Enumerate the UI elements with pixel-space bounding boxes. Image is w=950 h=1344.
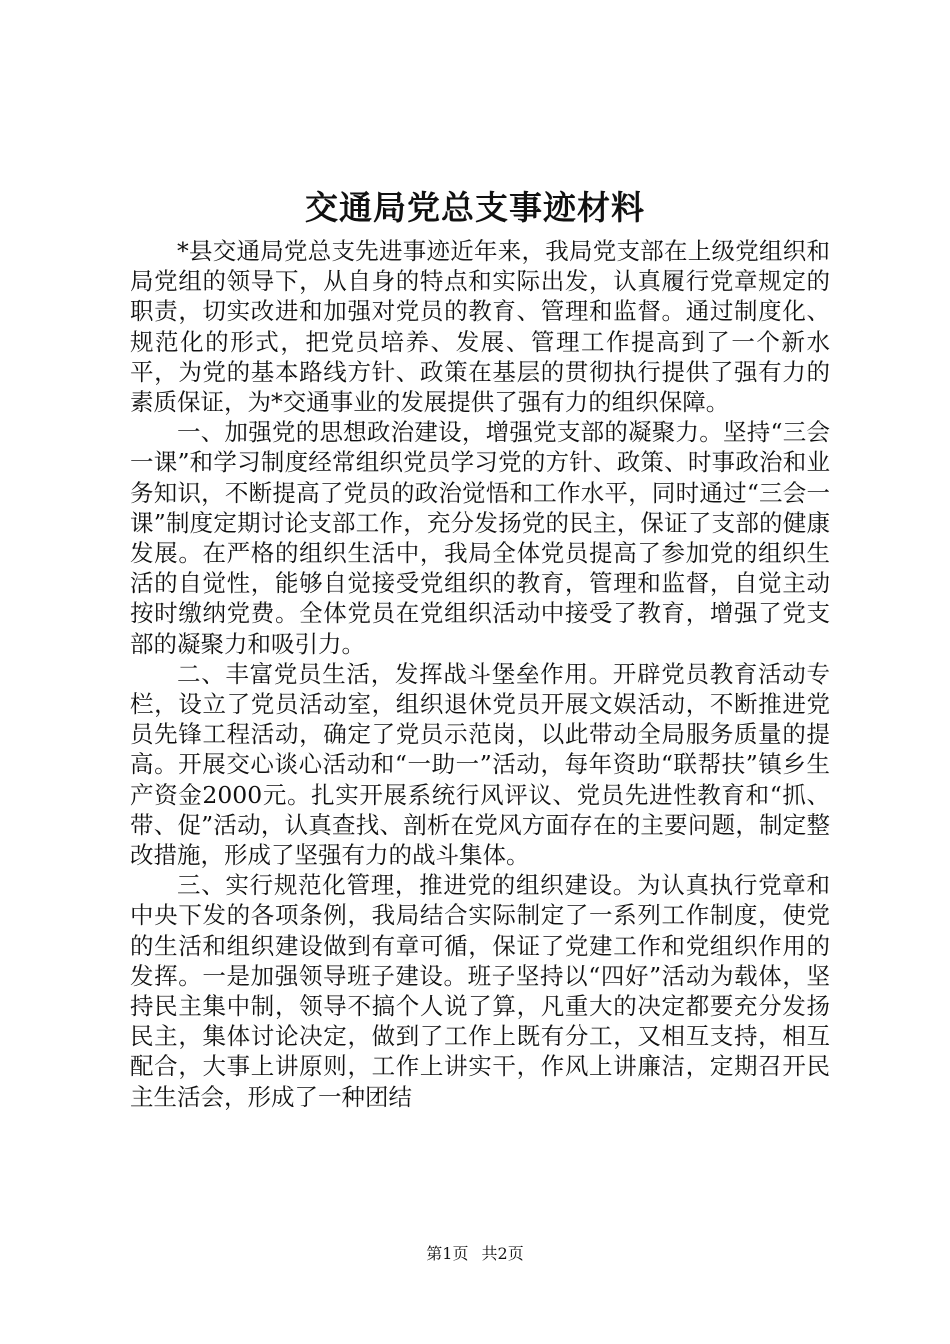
page-number-total: 共2页 (481, 1244, 524, 1263)
page-number-current: 第1页 (426, 1244, 469, 1263)
paragraph-section-2: 二、丰富党员生活，发挥战斗堡垒作用。开辟党员教育活动专栏，设立了党员活动室，组织退休党员开展文娱活动，不断推进党员先锋工程活动，确定了党员示范岗，以此带动全局服务质量的提高。开展交心谈心活动和“一助一”活动，每年资助“联帮扶”镇乡生产资金2000元。扎实开展系统行风评议、党员先进性教育和“抓、带、促”活动，认真查找、剖析在党风方面存在的主要问题，制定整改措施，形成了坚强有力的战斗集体。 (130, 659, 830, 870)
paragraph-section-1: 一、加强党的思想政治建设，增强党支部的凝聚力。坚持“三会一课”和学习制度经常组织党员学习党的方针、政策、时事政治和业务知识，不断提高了党员的政治觉悟和工作水平，同时通过“三会一课”制度定期讨论支部工作，充分发扬党的民主，保证了支部的健康发展。在严格的组织生活中，我局全体党员提高了参加党的组织生活的自觉性，能够自觉接受党组织的教育，管理和监督，自觉主动按时缴纳党费。全体党员在党组织活动中接受了教育，增强了党支部的凝聚力和吸引力。 (130, 418, 830, 658)
paragraph-intro: *县交通局党总支先进事迹近年来，我局党支部在上级党组织和局党组的领导下，从自身的特点和实际出发，认真履行党章规定的职责，切实改进和加强对党员的教育、管理和监督。通过制度化、规范化的形式，把党员培养、发展、管理工作提高到了一个新水平，为党的基本路线方针、政策在基层的贯彻执行提供了强有力的素质保证，为*交通事业的发展提供了强有力的组织保障。 (130, 237, 830, 417)
paragraph-section-3: 三、实行规范化管理，推进党的组织建设。为认真执行党章和中央下发的各项条例，我局结合实际制定了一系列工作制度，使党的生活和组织建设做到有章可循，保证了党建工作和党组织作用的发挥。一是加强领导班子建设。班子坚持以“四好”活动为载体，坚持民主集中制，领导不搞个人说了算，凡重大的决定都要充分发扬民主，集体讨论决定，做到了工作上既有分工，又相互支持，相互配合，大事上讲原则，工作上讲实干，作风上讲廉洁，定期召开民主生活会，形成了一种团结 (130, 871, 830, 1111)
document-body (130, 236, 830, 1112)
document-title: 交通局党总支事迹材料 (305, 188, 645, 227)
page-footer (0, 1244, 950, 1264)
